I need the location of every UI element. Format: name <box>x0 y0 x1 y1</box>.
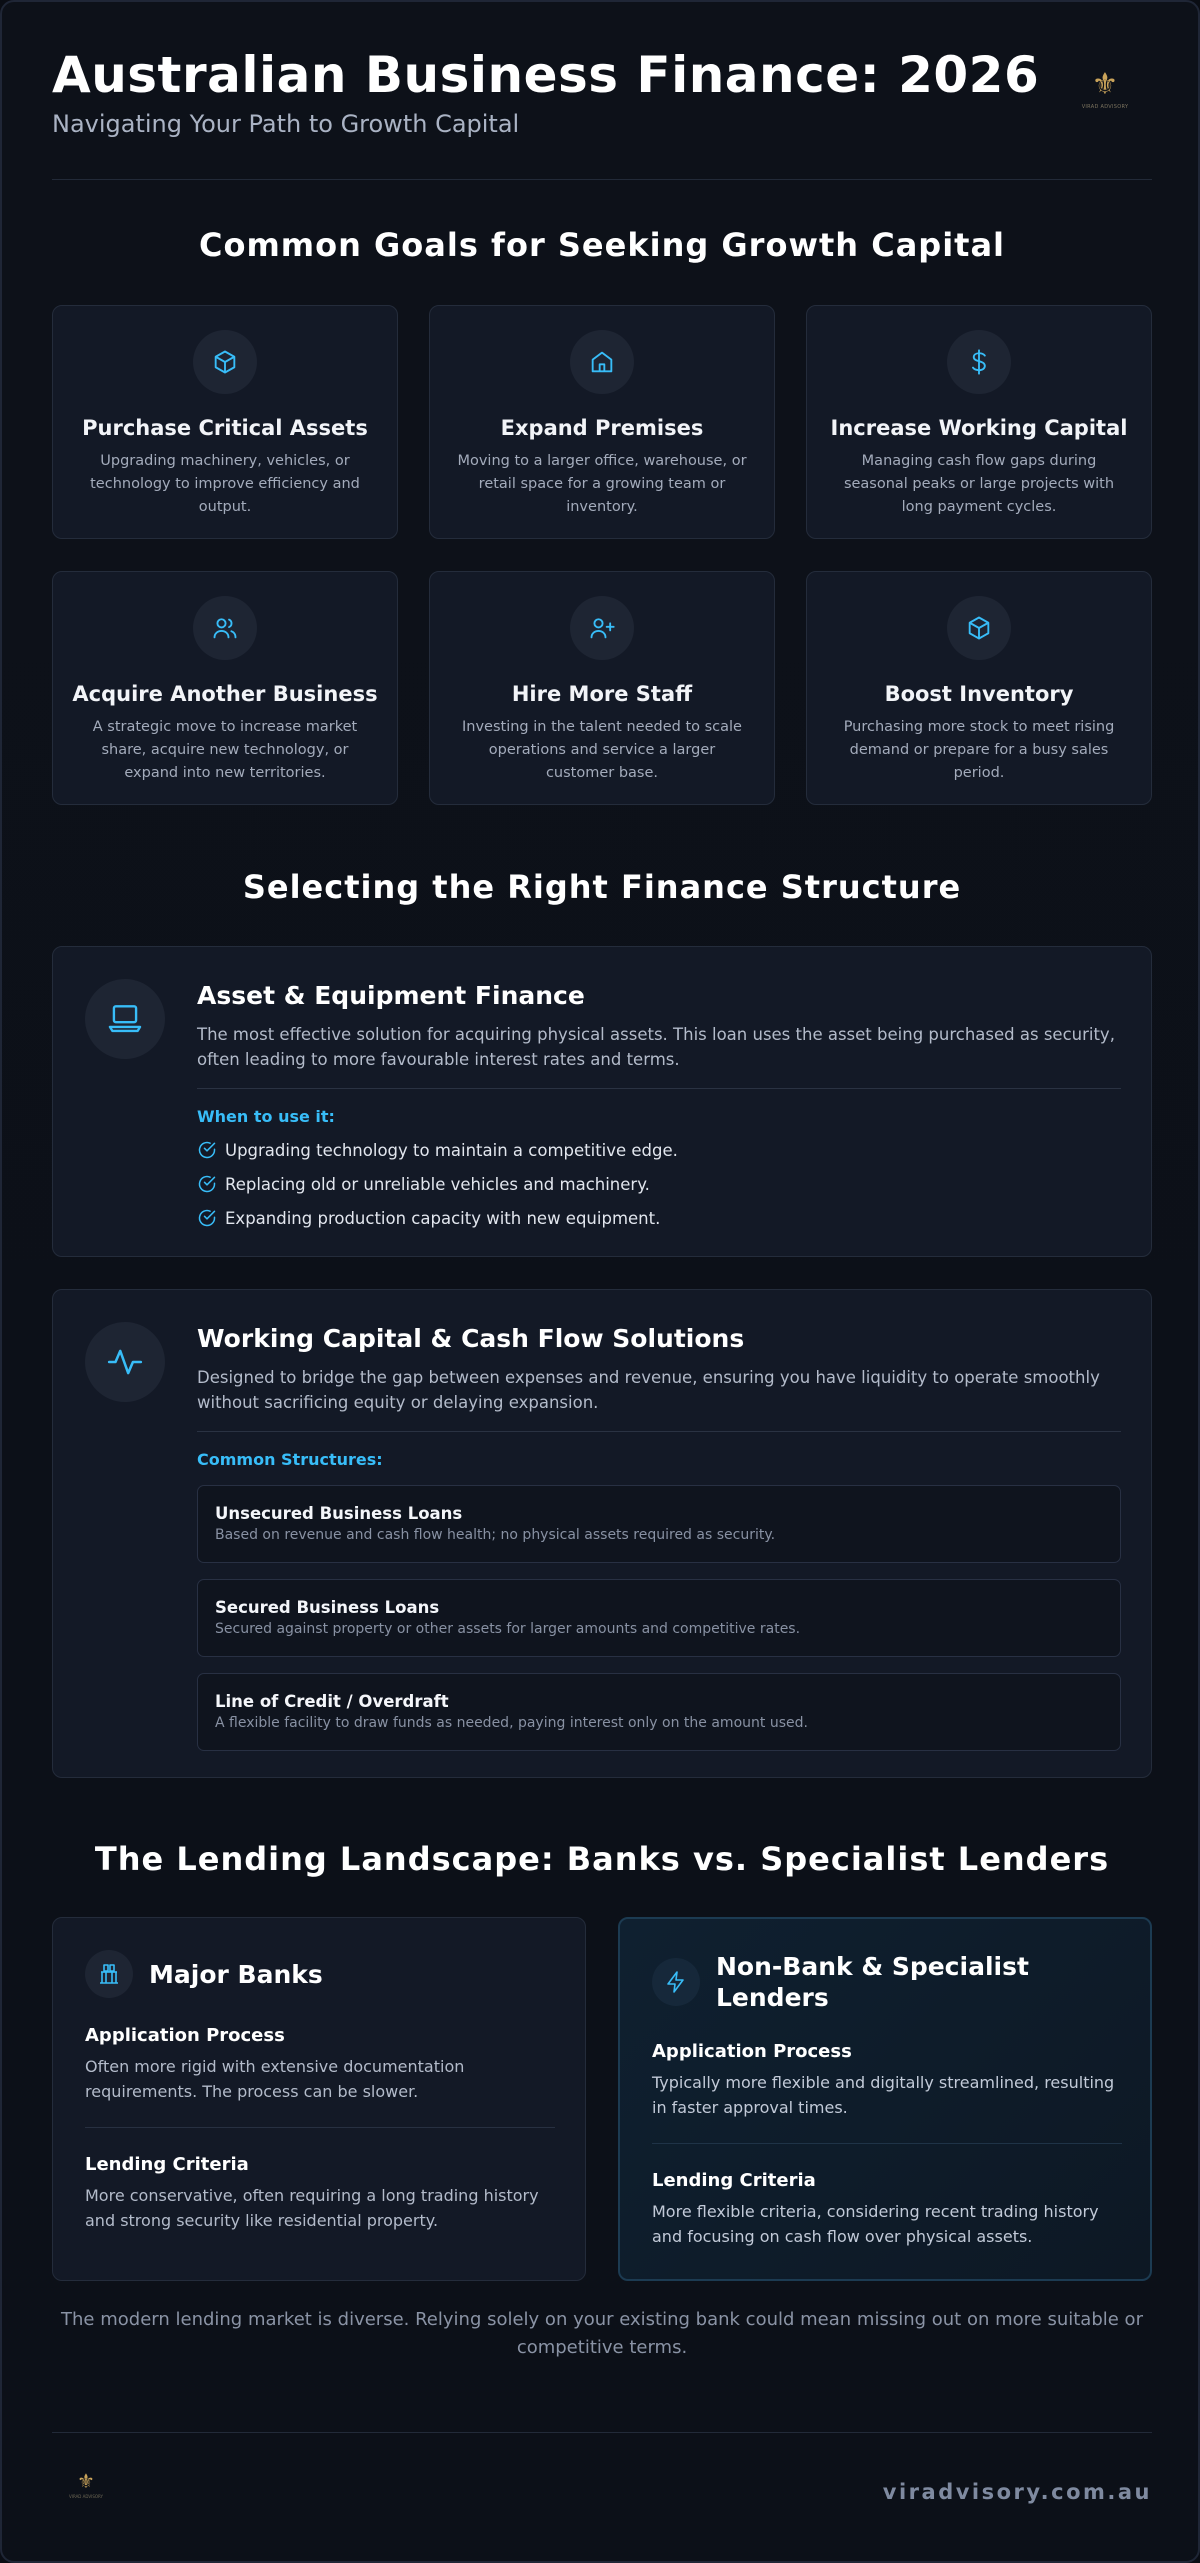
card-title: Working Capital & Cash Flow Solutions <box>197 1324 745 1353</box>
home-icon <box>570 330 634 394</box>
users-icon <box>193 596 257 660</box>
specialist-lenders-card <box>618 1917 1152 2281</box>
footer-logo-tagline: VIRAD ADVISORY <box>69 2494 103 2499</box>
goal-description: A strategic move to increase market share, acquire new technology, or expand into new territories. <box>92 719 358 781</box>
working-capital-card <box>52 1289 1152 1778</box>
card-divider <box>197 1088 1121 1089</box>
page-header <box>52 46 1152 156</box>
block-title: Application Process <box>85 2025 285 2046</box>
header-divider <box>52 179 1152 180</box>
logo-tagline: VIRAD ADVISORY <box>1081 104 1129 110</box>
box-icon <box>947 596 1011 660</box>
dollar-icon <box>947 330 1011 394</box>
card-divider <box>197 1431 1121 1432</box>
structure-option <box>197 1673 1121 1751</box>
goal-card <box>52 571 398 805</box>
footer-logo <box>62 2468 110 2499</box>
block-title: Lending Criteria <box>85 2154 249 2175</box>
goal-title: Acquire Another Business <box>72 682 378 706</box>
block-title: Lending Criteria <box>652 2170 816 2191</box>
page-title: Australian Business Finance: 2026 <box>52 46 1040 104</box>
lending-heading: The Lending Landscape: Banks vs. Specialist Lenders <box>94 1840 1110 1878</box>
lightning-icon <box>652 1958 700 2006</box>
card-divider <box>652 2143 1122 2144</box>
fleur-de-lis-icon: ⚜ <box>1091 67 1119 102</box>
goal-title: Increase Working Capital <box>830 416 1128 440</box>
checklist-item <box>197 1174 1121 1194</box>
card-title: Major Banks <box>149 1959 323 1989</box>
process-block <box>85 2025 555 2104</box>
website-link[interactable]: viradvisory.com.au <box>882 2480 1152 2504</box>
goal-card <box>429 571 775 805</box>
user-plus-icon <box>570 596 634 660</box>
activity-icon <box>85 1322 165 1402</box>
structure-option <box>197 1579 1121 1657</box>
check-circle-icon <box>197 1140 217 1160</box>
checklist-item <box>197 1208 1121 1228</box>
criteria-block <box>652 2170 1122 2249</box>
structure-option-title: Line of Credit / Overdraft <box>215 1692 449 1711</box>
brand-logo <box>1072 66 1138 118</box>
check-circle-icon <box>197 1208 217 1228</box>
goal-title: Expand Premises <box>500 416 704 440</box>
structure-option-title: Secured Business Loans <box>215 1598 440 1617</box>
fleur-de-lis-icon: ⚜ <box>77 2469 95 2493</box>
goal-description: Purchasing more stock to meet rising demand or prepare for a busy sales period. <box>843 719 1115 781</box>
card-description: Designed to bridge the gap between expenses and revenue, ensuring you have liquidity to operate smoothly without sacrificing equity or delaying expansion. <box>197 1368 1100 1412</box>
card-subheading: When to use it: <box>197 1107 335 1126</box>
goal-description: Managing cash flow gaps during seasonal peaks or large projects with long payment cycles. <box>843 453 1115 515</box>
checklist-text: Expanding production capacity with new equipment. <box>225 1208 661 1228</box>
goal-description: Investing in the talent needed to scale operations and service a larger customer base. <box>462 719 742 781</box>
goal-card <box>52 305 398 539</box>
asset-finance-card <box>52 946 1152 1257</box>
footer-divider <box>52 2432 1152 2433</box>
block-description: More conservative, often requiring a long trading history and strong security like residential property. <box>85 2186 539 2230</box>
card-header <box>652 1951 1056 2013</box>
goal-title: Purchase Critical Assets <box>82 416 368 440</box>
block-description: More flexible criteria, considering recent trading history and focusing on cash flow over physical assets. <box>652 2202 1099 2246</box>
goal-card <box>429 305 775 539</box>
structure-option-description: A flexible facility to draw funds as needed, paying interest only on the amount used. <box>215 1715 808 1731</box>
card-title: Non-Bank & Specialist Lenders <box>716 1952 1029 2012</box>
structure-option-description: Secured against property or other assets for larger amounts and competitive rates. <box>215 1621 801 1637</box>
criteria-block <box>85 2154 555 2233</box>
structure-heading: Selecting the Right Finance Structure <box>242 868 962 906</box>
structure-option-title: Unsecured Business Loans <box>215 1504 463 1523</box>
goals-heading: Common Goals for Seeking Growth Capital <box>198 226 1006 264</box>
structure-option-description: Based on revenue and cash flow health; no physical assets required as security. <box>215 1527 776 1543</box>
block-description: Typically more flexible and digitally streamlined, resulting in faster approval times. <box>652 2073 1115 2117</box>
box-icon <box>193 330 257 394</box>
block-title: Application Process <box>652 2041 852 2062</box>
bank-icon <box>85 1950 133 1998</box>
process-block <box>652 2041 1122 2120</box>
page-subtitle: Navigating Your Path to Growth Capital <box>52 110 520 138</box>
check-circle-icon <box>197 1174 217 1194</box>
checklist-text: Replacing old or unreliable vehicles and machinery. <box>225 1174 650 1194</box>
checklist-item <box>197 1140 1121 1160</box>
card-divider <box>85 2127 555 2128</box>
card-header <box>85 1950 323 1998</box>
major-banks-card <box>52 1917 586 2281</box>
card-description: The most effective solution for acquiring physical assets. This loan uses the asset being purchased as security, often leading to more favourable interest rates and terms. <box>197 1025 1115 1069</box>
goal-title: Boost Inventory <box>884 682 1074 706</box>
goal-card <box>806 571 1152 805</box>
goal-title: Hire More Staff <box>511 682 693 706</box>
checklist-text: Upgrading technology to maintain a competitive edge. <box>225 1140 678 1160</box>
card-subheading: Common Structures: <box>197 1450 383 1469</box>
goal-card <box>806 305 1152 539</box>
card-title: Asset & Equipment Finance <box>197 981 585 1010</box>
goal-description: Upgrading machinery, vehicles, or technology to improve efficiency and output. <box>90 453 360 515</box>
laptop-icon <box>85 979 165 1059</box>
closing-note: The modern lending market is diverse. Relying solely on your existing bank could mean missing out on more suitable or competitive terms. <box>61 2309 1143 2358</box>
block-description: Often more rigid with extensive documentation requirements. The process can be slower. <box>85 2057 465 2101</box>
goal-description: Moving to a larger office, warehouse, or retail space for a growing team or inventory. <box>457 453 747 515</box>
structure-option <box>197 1485 1121 1563</box>
